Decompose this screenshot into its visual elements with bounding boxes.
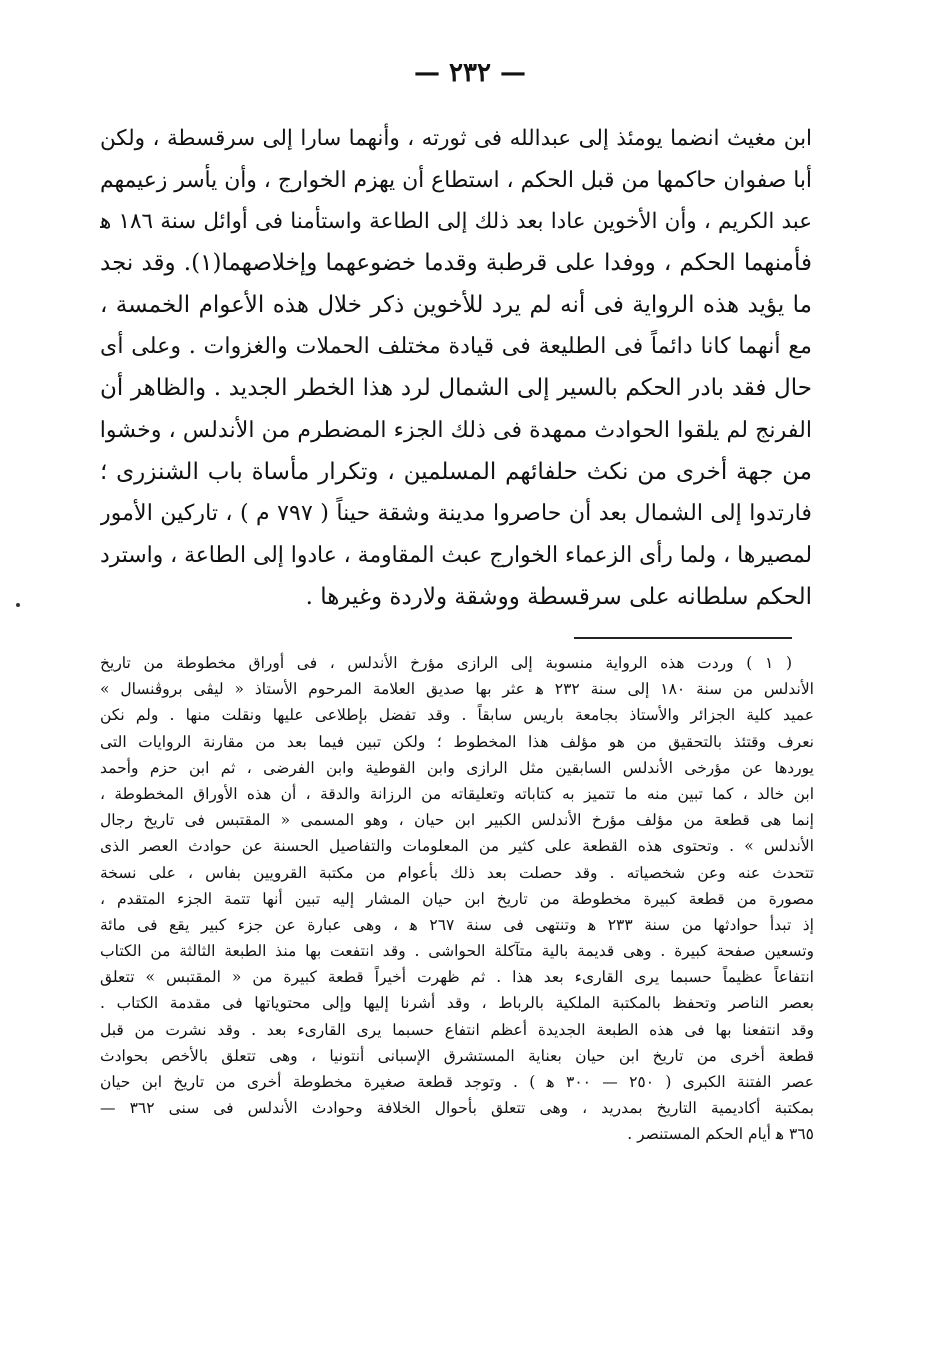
footnote-line: ٣٦٥ ﻫ أيام الحكم المستنصر . (627, 1125, 814, 1144)
footnote-line: عميد كلية الجزائر والأستاذ بجامعة باريس سابقاً . وقد تفضل بإطلاعى عليها ونقلت منها . ولم نكن (100, 706, 814, 725)
footnote-line: الأندلس من سنة ١٨٠ إلى سنة ٢٣٢ ﻫ عثر بها صديق العلامة المرحوم الأستاذ « ليڤى بروڤنسال » (100, 680, 814, 699)
footnote-line: يوردها عن مؤرخى الأندلس السابقين مثل الرازى وابن القوطية وابن الفرضى ، ثم ابن حزم وأحمد (100, 758, 814, 777)
page-number: — ٢٣٢ — (413, 58, 527, 88)
footnote-line: انتفاعاً عظيماً حسبما يرى القارىء بعد هذا . ثم ظهرت أخيراً قطعة كبيرة من « المقتبس » تتعلق (100, 968, 814, 987)
footnote-line: الأندلس » . وتحتوى هذه القطعة على كثير من المعلومات والتفاصيل الحسنة عن حوادث العصر الذى (100, 837, 814, 856)
body-text-line: لمصيرها ، ولما رأى الزعماء الخوارج عبث المقاومة ، عادوا إلى الطاعة ، واسترد (100, 542, 812, 568)
footnote-line: تتحدث عنه وعن شخصياته . وقد حصلت بعد ذلك بأعوام من مكتبة القرويين بفاس ، على نسخة (100, 863, 814, 882)
body-text-line: حال فقد بادر الحكم بالسير إلى الشمال لرد هذا الخطر الجديد . والظاهر أن (100, 375, 812, 402)
footnote (100, 650, 814, 1148)
footnote-line: إذ تبدأ حوادثها من سنة ٢٣٣ ﻫ وتنتهى فى سنة ٢٦٧ ﻫ ، وهى عبارة عن جزء كبير يقع فى مائة (100, 915, 814, 934)
footnote-divider (574, 637, 792, 639)
body-text-line: الحكم سلطانه على سرقسطة ووشقة ولاردة وغيرها . (305, 583, 812, 610)
footnote-line: بعصر الناصر وتحفظ بالمكتبة الملكية بالرباط ، وقد أشرنا إليها وإلى محتوياتها فى مقدمة الكتاب . (100, 994, 814, 1013)
body-text-line: مع أنهما كانا دائماً فى الطليعة فى قيادة مختلف الحملات والغزوات . وعلى أى (100, 333, 812, 360)
body-text-line: ابن مغيث انضما يومئذ إلى عبدالله فى ثورته ، وأنهما سارا إلى سرقسطة ، ولكن (100, 126, 812, 151)
footnote-line: وتسعين صفحة كبيرة . وهى قديمة بالية متآكلة الحواشى . وقد انتفعت بها منذ الطبعة الثالثة من الكتاب (100, 942, 814, 961)
footnote-line: وقد انتفعنا بها فى هذه الطبعة الجديدة أعظم انتفاع حسبما يرى القارىء بعد . وقد نشرت من قبل (100, 1020, 814, 1039)
footnote-line: مصورة من قطعة كبيرة مخطوطة من تاريخ ابن حيان المشار إليه تبين أنها تتمة الجزء المتقدم ، (100, 889, 814, 908)
main-text (100, 118, 812, 618)
footnote-line: ابن خالد ، كما تبين منه ما تتميز به كتاباته وتعليقاته من الرزانة والدقة ، أن هذه الأوراق المخطوطة ، (100, 784, 814, 803)
body-text-line: فأمنهما الحكم ، ووفدا على قرطبة وقدما خضوعهما وإخلاصهما(١). وقد نجد (100, 250, 812, 277)
body-text-line: عبد الكريم ، وأن الأخوين عادا بعد ذلك إلى الطاعة واستأمنا فى أوائل سنة ١٨٦ ﻫ (100, 209, 812, 235)
footnote-line: قطعة أخرى من تاريخ ابن حيان بعناية المستشرق الإسبانى أنتونيا ، وهى تتعلق بالأخص بحوادث (100, 1046, 814, 1065)
footnote-line: عصر الفتنة الكبرى ( ٢٥٠ — ٣٠٠ ﻫ ) . وتوجد قطعة صغيرة مخطوطة أخرى من تاريخ ابن حيان (100, 1073, 814, 1091)
scan-speck (16, 603, 20, 607)
footnote-line: نعرف وقتئذ بالتحقيق من هو مؤلف هذا المخطوط ؛ ولكن تبين فيما بعد من مقارنة الروايات التى (100, 732, 814, 751)
footnote-line: ( ١ ) وردت هذه الرواية منسوبة إلى الرازى مؤرخ الأندلس ، فى أوراق مخطوطة من تاريخ (100, 654, 792, 672)
body-text-line: فارتدوا إلى الشمال بعد أن حاصروا مدينة وشقة حيناً ( ٧٩٧ م ) ، تاركين الأمور (100, 500, 812, 527)
footnote-line: بمكتبة أكاديمية التاريخ بمدريد ، وهى تتعلق بأحوال الخلافة وحوادث الأندلس فى سنى ٣٦٢ — (100, 1099, 814, 1118)
body-text-line: من جهة أخرى من نكث حلفائهم المسلمين ، وتكرار مأساة باب الشنزرى ؛ (100, 458, 812, 485)
body-text-line: أبا صفوان حاكمها من قبل الحكم ، استطاع أن يهزم الخوارج ، وأن يأسر زعيمهم (100, 167, 812, 193)
body-text-line: ما يؤيد هذه الرواية فى أنه لم يرد للأخوين ذكر خلال هذه الأعوام الخمسة ، (100, 291, 812, 318)
body-text-line: الفرنج لم يلقوا الحوادث ممهدة فى ذلك الجزء المضطرم من الأندلس ، وخشوا (100, 416, 812, 443)
footnote-line: إنما هى قطعة من مؤلف مؤرخ الأندلس الكبير ابن حيان ، وهو المسمى « المقتبس فى تاريخ رجال (100, 811, 814, 830)
